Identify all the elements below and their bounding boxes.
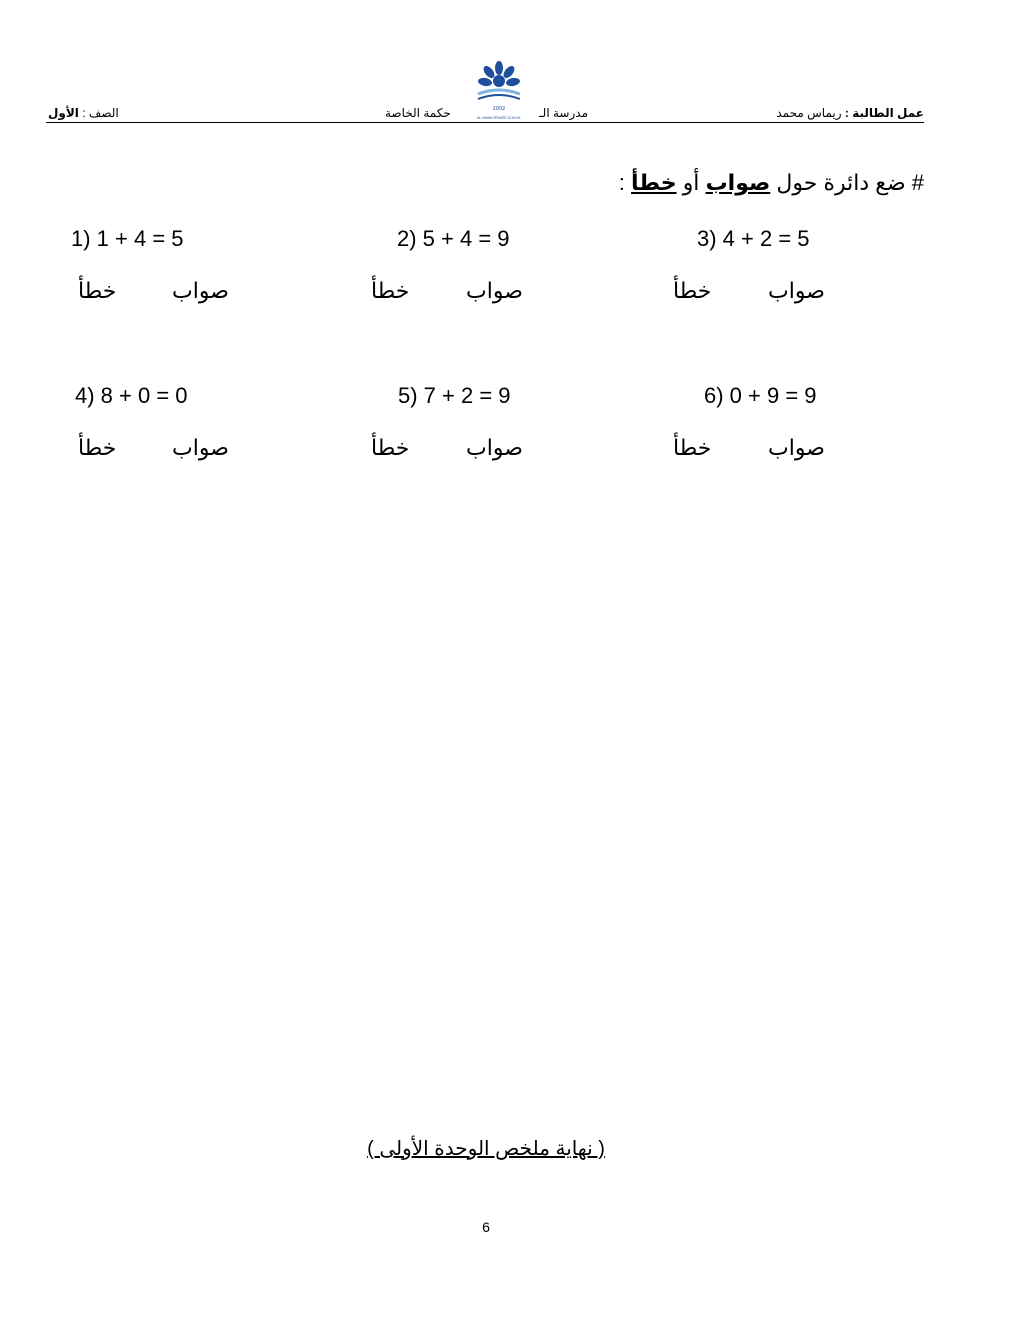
student-label: عمل الطالبة : — [844, 106, 924, 120]
question-3-false-option[interactable]: خطأ — [673, 278, 712, 303]
question-5-true-option[interactable]: صواب — [466, 435, 523, 460]
question-3-true-option[interactable]: صواب — [768, 278, 825, 303]
end-of-unit-note: ( نهاية ملخص الوحدة الأولى ) — [367, 1138, 605, 1160]
question-2-false-option[interactable]: خطأ — [371, 278, 410, 303]
school-logo-icon — [470, 60, 528, 122]
header-divider — [46, 122, 924, 123]
instruction-word-true: صواب — [705, 170, 771, 195]
logo-text: AL-HIKMA PRIVATE SCHOOL — [477, 116, 521, 120]
question-3-equation: 3) 4 + 2 = 5 — [697, 226, 810, 251]
question-1-true-option[interactable]: صواب — [172, 278, 229, 303]
instruction-text — [619, 170, 924, 196]
student-info — [776, 106, 924, 120]
instruction-conj: أو — [682, 170, 700, 195]
question-5-false-option[interactable]: خطأ — [371, 435, 410, 460]
instruction-word-false: خطأ — [631, 170, 677, 195]
question-2-true-option[interactable]: صواب — [466, 278, 523, 303]
question-1-false-option[interactable]: خطأ — [78, 278, 117, 303]
student-name: ريماس محمد — [776, 106, 842, 120]
question-1-equation: 1) 1 + 4 = 5 — [71, 226, 184, 251]
instruction-prefix: # ضع دائرة حول — [776, 170, 924, 195]
question-6-equation: 6) 0 + 9 = 9 — [704, 383, 817, 408]
grade-info — [48, 106, 119, 120]
page-number: 6 — [482, 1219, 490, 1235]
school-name-part2: حكمة الخاصة — [385, 106, 451, 120]
question-2-equation: 2) 5 + 4 = 9 — [397, 226, 510, 251]
logo-year: 2002 — [492, 106, 506, 112]
question-5-equation: 5) 7 + 2 = 9 — [398, 383, 511, 408]
question-6-true-option[interactable]: صواب — [768, 435, 825, 460]
question-6-false-option[interactable]: خطأ — [673, 435, 712, 460]
question-4-true-option[interactable]: صواب — [172, 435, 229, 460]
grade-value: الأول — [48, 106, 79, 120]
question-4-equation: 4) 8 + 0 = 0 — [75, 383, 188, 408]
instruction-suffix: : — [618, 170, 625, 195]
grade-label: الصف : — [82, 106, 119, 120]
school-name-part1: مدرسة الـ — [539, 106, 588, 120]
question-4-false-option[interactable]: خطأ — [78, 435, 117, 460]
